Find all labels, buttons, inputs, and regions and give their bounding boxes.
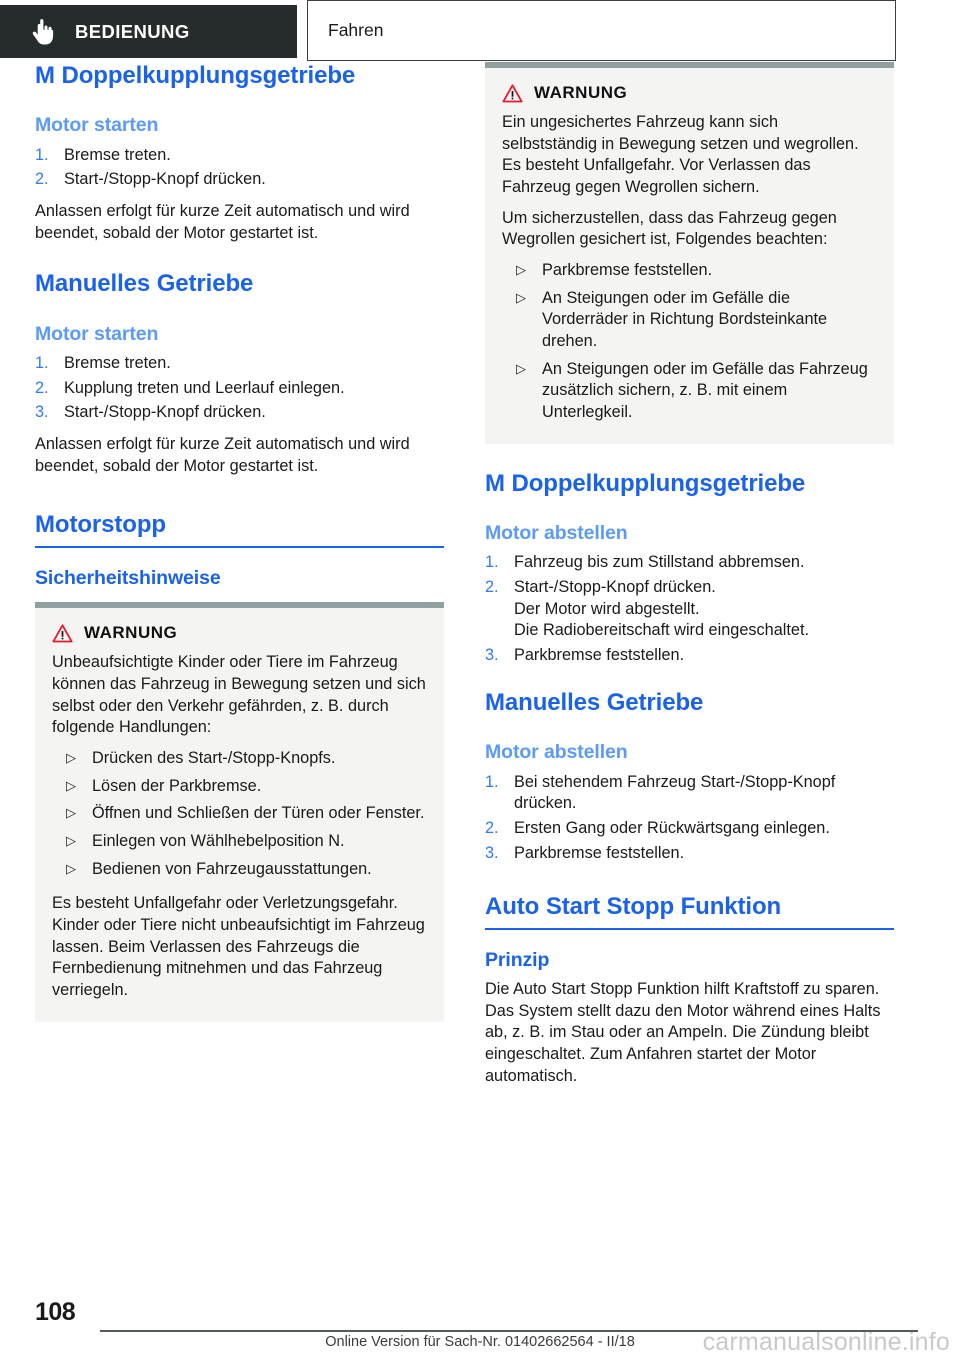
list-item [52,748,427,770]
subheading-sicherheitshinweise: Sicherheitshinweise [35,566,221,589]
list-item [35,378,444,400]
list-item [35,353,444,375]
warning-header [52,623,427,643]
triangle-bullet-icon: ▷ [66,749,76,765]
triangle-bullet-icon: ▷ [516,360,526,376]
subheading-prinzip: Prinzip [485,948,550,971]
step-text: Fahrzeug bis zum Stillstand abbremsen. [514,553,805,572]
subheading-motor-abstellen-dkg: Motor abstellen [485,522,628,545]
list-item [52,803,427,825]
page-number: 108 [35,1298,76,1326]
step-text: Parkbremse feststellen. [514,843,685,862]
step-text: Start-/Stopp-Knopf drücken. [64,403,266,422]
list-item [485,843,894,865]
left-column [35,62,444,1022]
step-number: 1. [485,772,499,791]
step-text: Start-/Stopp-Knopf drücken. [514,578,716,597]
warning-triangle-icon [52,624,73,643]
step-number: 1. [485,553,499,572]
warning-title: WARNUNG [84,623,178,643]
page-header [0,0,960,62]
bullet-text: Lösen der Parkbremse. [92,776,262,795]
step-number: 2. [35,378,49,397]
warning-title: WARNUNG [534,83,628,102]
step-number: 3. [35,403,49,422]
step-note: Die Radiobereitschaft wird eingeschaltet. [514,621,810,640]
step-number: 3. [485,646,499,665]
triangle-bullet-icon: ▷ [516,289,526,305]
warning-triangle-icon [502,84,523,103]
list-item [502,260,877,282]
triangle-bullet-icon: ▷ [66,832,76,848]
section-tab-label: Fahren [328,20,384,40]
subheading-motor-starten: Motor starten [35,114,159,137]
bullet-text: Parkbremse feststellen. [542,261,713,280]
warning-paragraph-2: Um sicherzustellen, dass das Fahrzeug gegen Wegrollen gesichert ist, Folgendes beachten: [502,208,837,249]
list-item [35,145,444,167]
triangle-bullet-icon: ▷ [66,805,76,821]
heading-m-doppelkupplungsgetriebe: M Doppelkupplungsgetriebe [35,62,356,89]
warning-paragraph-1: Unbeaufsichtigte Kinder oder Tiere im Fahrzeug können das Fahrzeug in Bewegung setzen und sich selbst oder den Verkehr gefährden, z. B. durch folgende Handlungen: [52,653,426,737]
watermark: carmanualsonline.info [702,1328,950,1356]
step-number: 1. [35,145,49,164]
warning-bullet-list [52,748,427,880]
step-text: Kupplung treten und Leerlauf einlegen. [64,378,345,397]
step-number: 3. [485,843,499,862]
steps-list-motor-abstellen-manuell [485,772,894,865]
paragraph-anlassen-manuell: Anlassen erfolgt für kurze Zeit automatisch und wird beendet, sobald der Motor gestartet ist. [35,435,410,475]
page-body [0,62,960,1294]
list-item [485,818,894,840]
warning-paragraph-1: Ein ungesichertes Fahrzeug kann sich selbstständig in Bewegung setzen und wegrollen. Es besteht Unfallgefahr. Vor Verlassen das Fahrzeug gegen Wegrollen sichern. [502,113,859,197]
list-item [502,288,877,353]
list-item [485,577,894,642]
step-text: Ersten Gang oder Rückwärtsgang einlegen. [514,818,830,837]
list-item [35,169,444,191]
paragraph-anlassen-dkg: Anlassen erfolgt für kurze Zeit automatisch und wird beendet, sobald der Motor gestartet ist. [35,202,410,242]
bullet-text: Öffnen und Schließen der Türen oder Fenster. [92,804,425,823]
list-item [485,772,894,815]
heading-m-doppelkupplungsgetriebe-stopp: M Doppelkupplungsgetriebe [485,469,806,497]
bullet-text: Drücken des Start-/Stopp-Knopfs. [92,748,336,767]
bullet-text: Einlegen von Wählhebelposition N. [92,831,345,850]
paragraph-prinzip: Die Auto Start Stopp Funktion hilft Kraftstoff zu sparen. Das System stellt dazu den Motor während eines Halts ab, z. B. im Stau oder an Ampeln. Die Zündung bleibt eingeschaltet. Zum Anfahren startet der Motor automatisch. [485,979,881,1085]
step-number: 2. [485,818,499,837]
step-note: Der Motor wird abgestellt. [514,599,700,618]
step-text: Parkbremse feststellen. [514,646,685,665]
warning-bullet-list [502,260,877,424]
list-item [485,552,894,574]
steps-list-motor-starten-manuell [35,353,444,424]
step-number: 2. [485,578,499,597]
heading-auto-start-stopp-funktion: Auto Start Stopp Funktion [485,893,894,929]
steps-list-motor-starten-dkg [35,145,444,191]
right-column [485,62,894,1087]
pointing-hand-icon [32,19,54,45]
warning-box-kinder-tiere [35,602,444,1021]
bullet-text: Bedienen von Fahrzeugausstattungen. [92,859,372,878]
heading-motorstopp: Motorstopp [35,511,444,547]
warning-header [502,83,877,103]
heading-manuelles-getriebe-stopp: Manuelles Getriebe [485,688,704,716]
list-item [52,831,427,853]
subheading-motor-abstellen-manuell: Motor abstellen [485,741,628,764]
heading-manuelles-getriebe: Manuelles Getriebe [35,270,254,298]
list-item [485,645,894,667]
list-item [35,402,444,424]
page-footer [0,1294,960,1362]
step-text: Bremse treten. [64,354,171,373]
step-text: Start-/Stopp-Knopf drücken. [64,170,266,189]
step-text: Bremse treten. [64,145,171,164]
bullet-text: An Steigungen oder im Gefälle die Vorderräder in Richtung Bordsteinkante drehen. [542,288,828,351]
bullet-text: An Steigungen oder im Gefälle das Fahrzeug zusätzlich sichern, z. B. mit einem Unterlegkeil. [542,359,868,422]
footer-note: Online Version für Sach-Nr. 01402662564 - II/18 [325,1334,635,1350]
list-item [502,359,877,424]
warning-box-wegrollen [485,62,894,444]
steps-list-motor-abstellen-dkg [485,552,894,666]
chapter-bar [0,5,297,58]
list-item [52,776,427,798]
triangle-bullet-icon: ▷ [516,262,526,278]
step-number: 2. [35,170,49,189]
list-item [52,859,427,881]
step-number: 1. [35,354,49,373]
chapter-label: BEDIENUNG [75,20,190,42]
step-text: Bei stehendem Fahrzeug Start-/Stopp-Knopf drücken. [514,772,836,813]
warning-paragraph-2: Es besteht Unfallgefahr oder Verletzungsgefahr. Kinder oder Tiere nicht unbeaufsichtigt im Fahrzeug lassen. Beim Verlassen des Fahrzeugs die Fernbedienung mitnehmen und das Fahrzeug verriegeln. [52,894,425,999]
triangle-bullet-icon: ▷ [66,777,76,793]
triangle-bullet-icon: ▷ [66,860,76,876]
subheading-motor-starten-manuell: Motor starten [35,322,159,345]
section-tab-fahren[interactable] [307,0,896,61]
